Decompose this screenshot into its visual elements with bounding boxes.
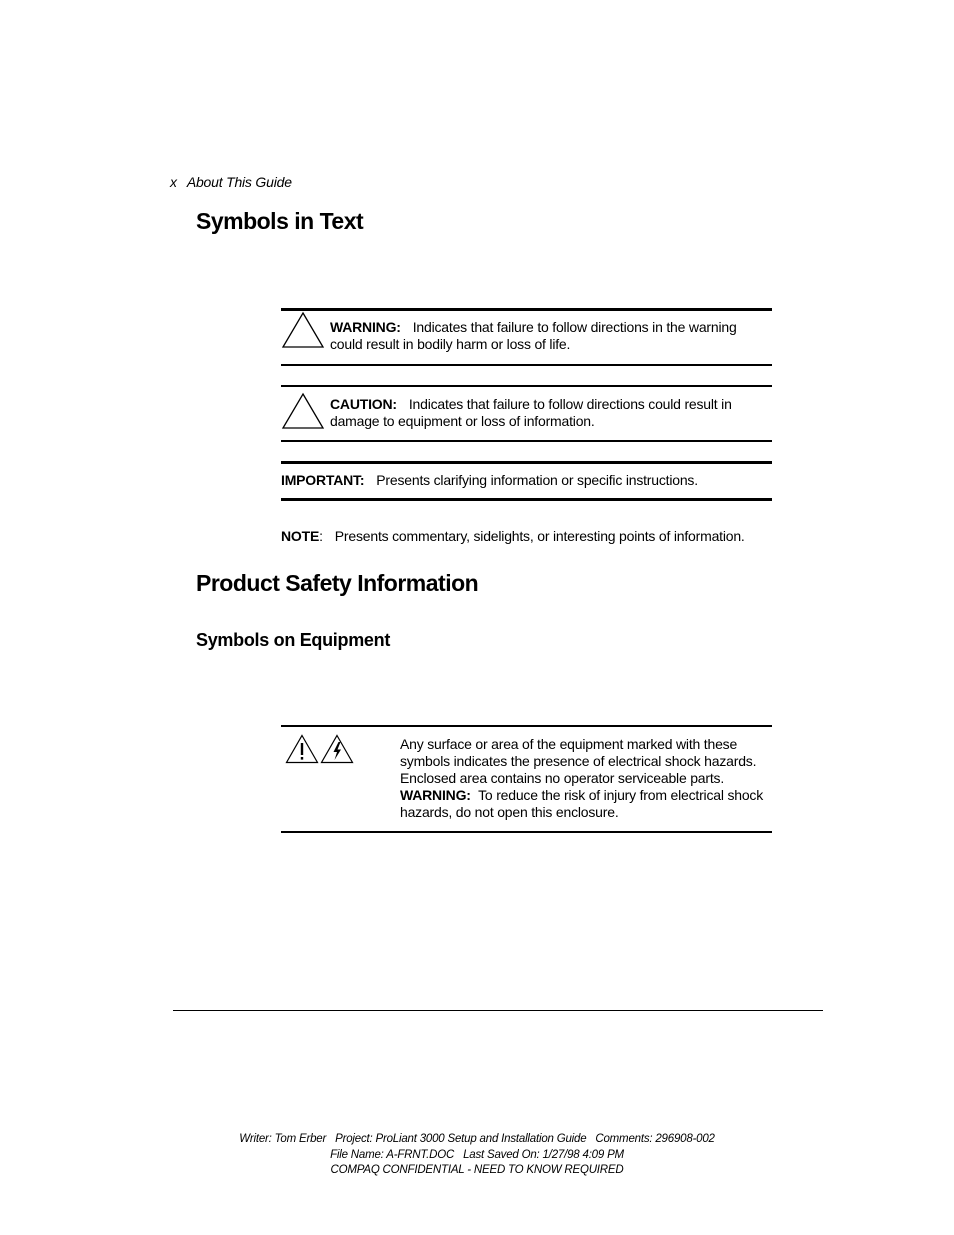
equipment-top-rule: [281, 725, 772, 727]
warning-notice: [330, 319, 770, 353]
heading-symbols-in-text: Symbols in Text: [196, 208, 364, 234]
equipment-bottom-rule: [281, 831, 772, 833]
note-label: NOTE: [281, 528, 320, 544]
warning-text: Indicates that failure to follow directions in the warning could result in bodily harm or loss of life.: [330, 319, 737, 352]
equipment-description-line-2: symbols indicates the presence of electrical shock hazards.: [400, 753, 757, 769]
warning-bottom-rule: [281, 364, 772, 366]
equipment-symbol-description: [400, 736, 772, 821]
important-notice: [281, 472, 772, 489]
footer-line-2: File Name: A-FRNT.DOC Last Saved On: 1/27/98 4:09 PM: [330, 1148, 624, 1161]
caution-top-rule: [281, 385, 772, 387]
equipment-description-line-3: Enclosed area contains no operator serviceable parts.: [400, 770, 725, 786]
note-text: Presents commentary, sidelights, or interesting points of information.: [334, 528, 745, 544]
exclamation-triangle-icon: [285, 734, 319, 764]
lightning-triangle-icon: [320, 734, 354, 764]
note-notice: [281, 528, 772, 545]
warning-label: WARNING:: [330, 319, 401, 335]
caution-text: Indicates that failure to follow directions could result in damage to equipment or loss of information.: [330, 396, 732, 429]
warning-top-rule: [281, 308, 772, 311]
caution-notice: [330, 396, 772, 430]
page-number: x: [170, 174, 177, 190]
caution-triangle-icon: [281, 392, 325, 430]
important-bottom-rule: [281, 498, 772, 501]
note-colon: :: [319, 528, 323, 544]
equipment-warning-text-1: To reduce the risk of injury from electrical shock: [478, 787, 764, 803]
caution-label: CAUTION:: [330, 396, 397, 412]
running-header: [170, 174, 292, 190]
heading-product-safety: Product Safety Information: [196, 570, 479, 596]
important-label: IMPORTANT:: [281, 472, 365, 488]
footer-rule: [173, 1010, 823, 1011]
caution-bottom-rule: [281, 440, 772, 442]
footer: [0, 1132, 954, 1179]
footer-line-3: COMPAQ CONFIDENTIAL - NEED TO KNOW REQUIRED: [330, 1164, 624, 1176]
equipment-warning-line-2: hazards, do not open this enclosure.: [400, 804, 619, 820]
equipment-warning-line-1: [400, 787, 772, 804]
equipment-description-line-1: Any surface or area of the equipment marked with these: [400, 736, 738, 752]
footer-line-1: Writer: Tom Erber Project: ProLiant 3000 Setup and Installation Guide Comments: 296908-002: [239, 1133, 715, 1145]
running-header-section: About This Guide: [186, 174, 292, 190]
important-top-rule: [281, 461, 772, 464]
subheading-symbols-on-equipment: Symbols on Equipment: [196, 630, 391, 650]
warning-triangle-icon: [281, 311, 325, 349]
important-text: Presents clarifying information or specific instructions.: [376, 472, 698, 488]
equipment-warning-label: WARNING:: [400, 787, 471, 803]
